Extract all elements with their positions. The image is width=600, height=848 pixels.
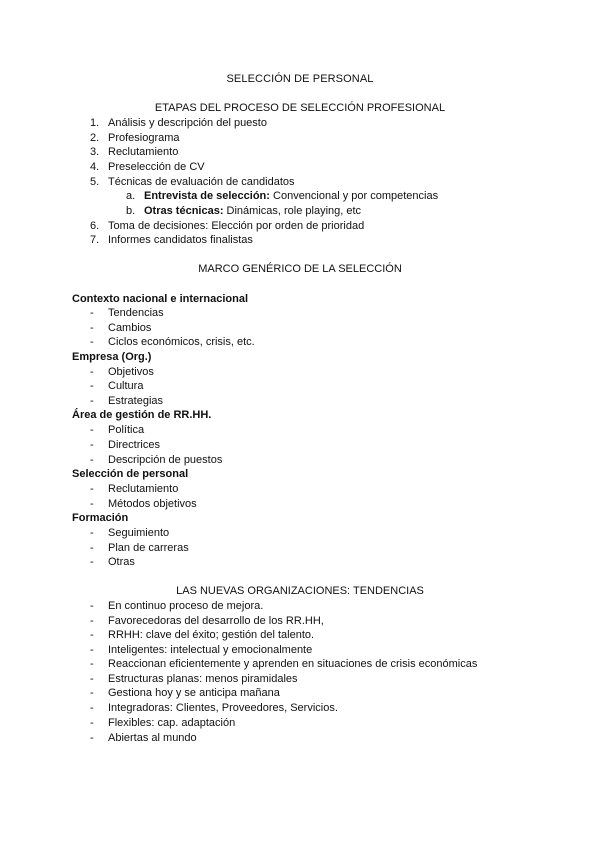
group-heading: Selección de personal [72, 468, 189, 480]
group-heading: Área de gestión de RR.HH. [72, 409, 212, 421]
group-heading: Contexto nacional e internacional [72, 293, 249, 305]
marco-heading: MARCO GENÉRICO DE LA SELECCIÓN [198, 263, 402, 275]
group-heading: Empresa (Org.) [72, 351, 152, 363]
tendencias-heading: LAS NUEVAS ORGANIZACIONES: TENDENCIAS [176, 585, 424, 597]
document-title: SELECCIÓN DE PERSONAL [226, 73, 374, 85]
etapas-heading: ETAPAS DEL PROCESO DE SELECCIÓN PROFESIONAL [154, 102, 446, 114]
document-page: SELECCIÓN DE PERSONAL ETAPAS DEL PROCESO DE SELECCIÓN PROFESIONAL 1. Análisis y descripción del puesto 2. Profesiograma 3. Reclutamiento 4. Preselección de CV 5. Técnicas de evaluación de candidatos a. Entrevista de selección: Convencional y por competencias b. Otras técnicas: Dinámicas, role playing, etc 6. Toma de decisiones: Elección por orden de prioridad 7. Informes candidatos finalistas MARCO GENÉRICO DE LA SELECCIÓN Contexto nacional e internacional - Tendencias - Cambios - Ciclos económicos, crisis, etc. Empresa (Org.) - Objetivos - Cultura - Estrategias Área de gestión de RR.HH. - Política - Directrices - Descripción de puestos Selección de personal - Reclutamiento - Métodos objetivos Formación - Seguimiento - Plan de carreras - Otras LAS NUEVAS ORGANIZACIONES: TENDENCIAS - En continuo proceso de mejora. - Favorecedoras del desarrollo de los RR.HH, - RRHH: clave del éxito; gestión del talento. - Inteligentes: intelectual y emocionalmente - Reaccionan eficientemente y aprenden en situaciones de crisis económicas - Estructuras planas: menos piramidales - Gestiona hoy y se anticipa mañana - Integradoras: Clientes, Proveedores, Servicios. - Flexibles: cap. adaptación - Abiertas al mundo [0, 0, 600, 848]
group-heading: Formación [72, 512, 129, 524]
